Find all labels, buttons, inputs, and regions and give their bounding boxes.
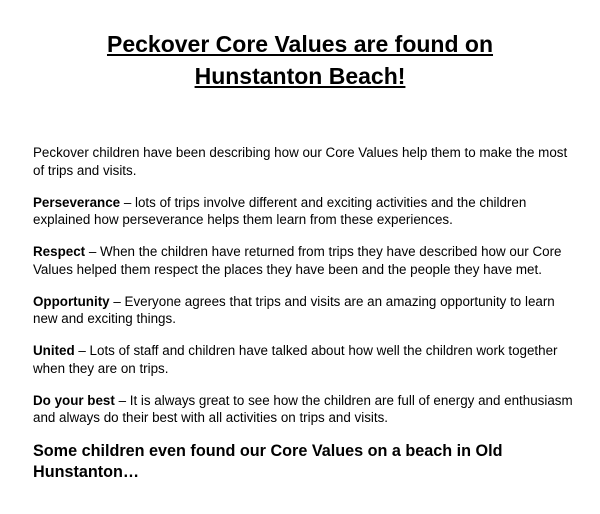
value-heading: Perseverance	[33, 194, 121, 210]
value-text: – Everyone agrees that trips and visits are an amazing opportunity to learn new and exciting things.	[33, 293, 555, 326]
value-perseverance	[33, 194, 573, 229]
title-line-1: Peckover Core Values are found on	[106, 31, 494, 57]
value-text: – When the children have returned from trips they have described how our Core Values helped them respect the places they have been and the people they have met.	[33, 244, 562, 277]
intro-paragraph: Peckover children have been describing how our Core Values help them to make the most of trips and visits.	[33, 145, 568, 178]
value-heading: United	[33, 343, 75, 358]
title-line-2: Hunstanton Beach!	[194, 63, 406, 89]
value-respect	[33, 243, 573, 278]
value-text: – Lots of staff and children have talked about how well the children work together when they are on trips.	[33, 343, 558, 376]
document-body	[33, 144, 573, 483]
value-opportunity	[33, 293, 573, 328]
page-title	[30, 28, 570, 92]
value-heading: Respect	[33, 244, 86, 259]
value-heading: Opportunity	[33, 293, 110, 309]
value-heading: Do your best	[33, 392, 115, 408]
value-text: – lots of trips involve different and exciting activities and the children explained how perseverance helps them learn from these experiences.	[33, 194, 527, 227]
closing-paragraph: Some children even found our Core Values on a beach in Old Hunstanton…	[33, 442, 503, 481]
value-text: – It is always great to see how the children are full of energy and enthusiasm and always do their best with all activities on trips and visits.	[33, 392, 573, 425]
value-do-your-best	[33, 392, 573, 427]
value-united	[33, 342, 573, 377]
